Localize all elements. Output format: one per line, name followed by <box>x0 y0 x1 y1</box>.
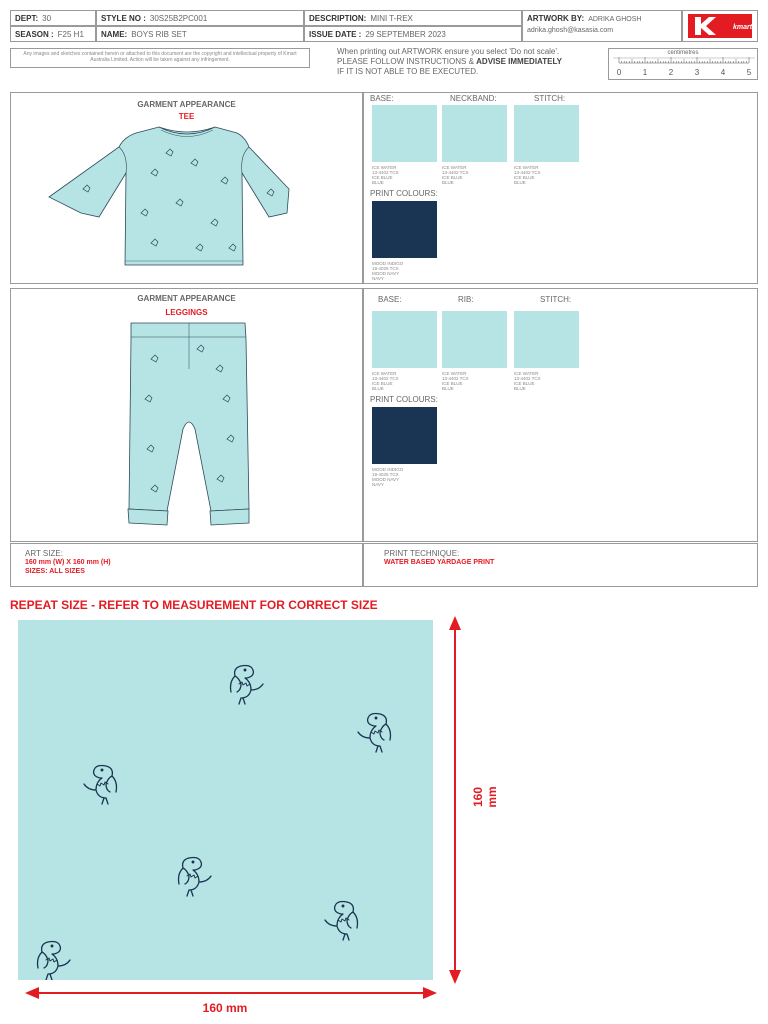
tee-stitch-label: STITCH: <box>534 94 566 103</box>
ruler-title: centimetres <box>667 50 699 56</box>
description-label: DESCRIPTION: <box>309 14 367 23</box>
issue-date-value: 29 SEPTEMBER 2023 <box>365 30 446 39</box>
leggings-appearance-title: GARMENT APPEARANCE <box>137 294 236 303</box>
sizes-value: SIZES: ALL SIZES <box>25 568 85 575</box>
brand-text: kmart <box>733 24 753 31</box>
artwork-email: adrika.ghosh@kasasia.com <box>527 27 614 34</box>
print-technique-value: WATER BASED YARDAGE PRINT <box>384 559 495 566</box>
leggings-subtitle: LEGGINGS <box>165 308 208 317</box>
tee-appearance-title: GARMENT APPEARANCE <box>137 100 236 109</box>
leggings-print-colours-label: PRINT COLOURS: <box>370 395 438 404</box>
dept-label: DEPT: <box>15 14 39 23</box>
ruler-tick-label: 1 <box>642 68 648 77</box>
tee-base-swatch-text: ICE WATER 13-4402 TCX ICE BLUE BLUE <box>372 165 399 185</box>
repeat-width-label: 160 mm <box>202 1001 248 1015</box>
print-instruction-line-2: PLEASE FOLLOW INSTRUCTIONS & <box>337 57 474 66</box>
print-instruction-line-3: IF IT IS NOT ABLE TO BE EXECUTED. <box>337 67 479 76</box>
ruler-tick-label: 0 <box>616 68 622 77</box>
ruler-tick-label: 5 <box>746 68 752 77</box>
print-instruction-emphasis: ADVISE IMMEDIATELY <box>476 57 562 66</box>
repeat-height-label: 160 mm <box>471 786 499 808</box>
leggings-base-label: BASE: <box>378 295 402 304</box>
season-label: SEASON : <box>15 30 54 39</box>
leggings-stitch-label: STITCH: <box>540 295 572 304</box>
ruler-tick-label: 4 <box>720 68 726 77</box>
season-value: F25 H1 <box>57 30 84 39</box>
artwork-label: ARTWORK BY: <box>527 14 585 23</box>
tee-stitch-swatch-text: ICE WATER 13-4402 TCX ICE BLUE BLUE <box>514 165 541 185</box>
name-label: NAME: <box>101 30 128 39</box>
style-value: 30S25B2PC001 <box>149 14 208 23</box>
copyright-notice: Any images and sketches contained herein or attached to this document are the copyright and intellectual property of Kmart Australia Limited. Action will be taken against any infringement. <box>10 48 310 68</box>
leggings-rib-label: RIB: <box>458 295 474 304</box>
tee-neckband-swatch-text: ICE WATER 13-4402 TCX ICE BLUE BLUE <box>442 165 469 185</box>
print-instruction-line-1: When printing out ARTWORK ensure you select 'Do not scale'. <box>337 47 560 56</box>
leggings-stitch-swatch-text: ICE WATER 13-4402 TCX ICE BLUE BLUE <box>514 371 541 391</box>
tee-print-swatch-text: MOOD INDIGO 19-4025 TCX MOOD NAVY NAVY <box>372 261 404 281</box>
style-label: STYLE NO : <box>101 14 146 23</box>
art-size-value: 160 mm (W) X 160 mm (H) <box>25 559 111 566</box>
description-value: MINI T-REX <box>370 14 413 23</box>
name-value: BOYS RIB SET <box>131 30 187 39</box>
art-size-label: ART SIZE: <box>25 549 63 558</box>
ruler-tick-label: 3 <box>694 68 700 77</box>
dept-value: 30 <box>42 14 52 23</box>
leggings-rib-swatch-text: ICE WATER 13-4402 TCX ICE BLUE BLUE <box>442 371 469 391</box>
artwork-value: ADRIKA GHOSH <box>588 16 642 23</box>
repeat-size-title: REPEAT SIZE - REFER TO MEASUREMENT FOR CORRECT SIZE <box>10 598 378 612</box>
issue-date-label: ISSUE DATE : <box>309 30 362 39</box>
leggings-base-swatch-text: ICE WATER 13-4402 TCX ICE BLUE BLUE <box>372 371 399 391</box>
tee-subtitle: TEE <box>178 112 195 121</box>
tee-print-colours-label: PRINT COLOURS: <box>370 189 438 198</box>
tee-neckband-label: NECKBAND: <box>450 94 497 103</box>
leggings-print-swatch-text: MOOD INDIGO 19-4025 TCX MOOD NAVY NAVY <box>372 467 404 487</box>
tee-base-label: BASE: <box>370 94 394 103</box>
print-technique-label: PRINT TECHNIQUE: <box>384 549 460 558</box>
ruler-tick-label: 2 <box>668 68 674 77</box>
